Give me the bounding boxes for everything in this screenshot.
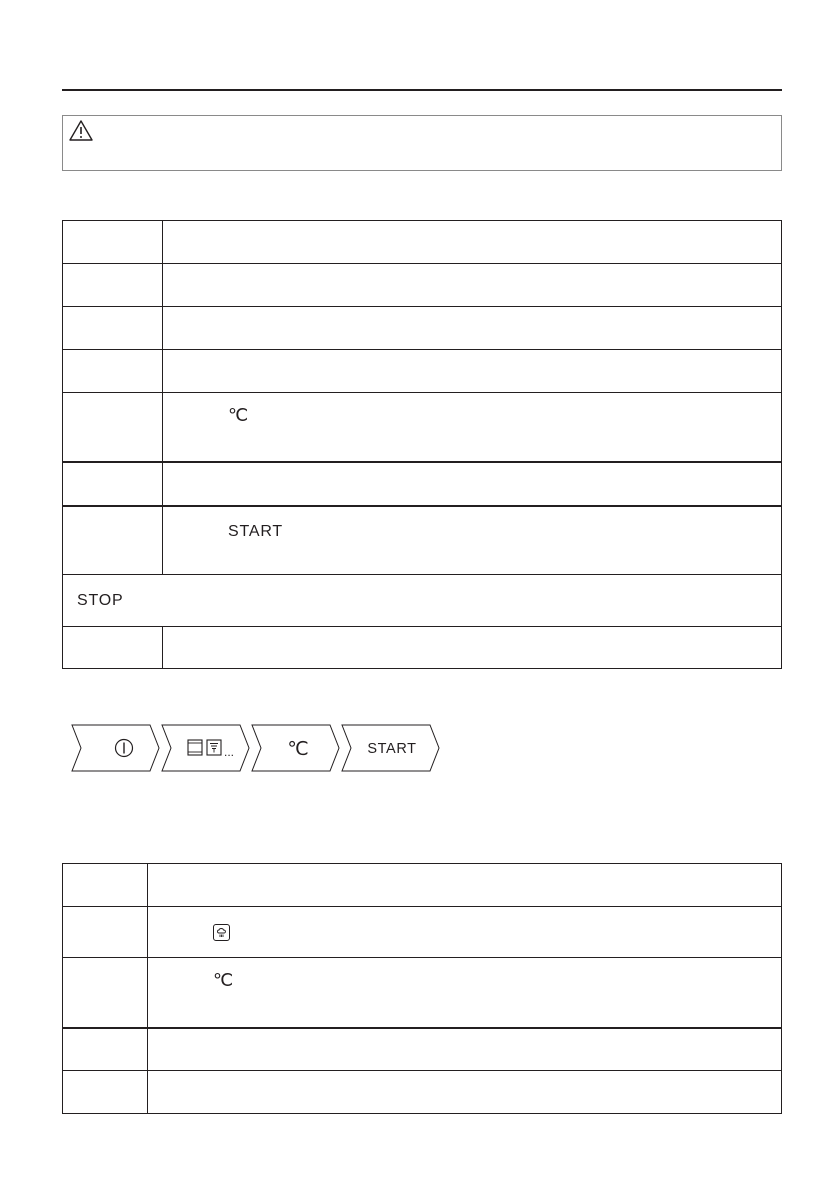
step-number: [63, 307, 163, 350]
table-row: [63, 907, 782, 958]
step-text: [163, 264, 782, 307]
step-text: [148, 864, 782, 907]
step-number: [63, 864, 148, 907]
table-row: [63, 864, 782, 907]
step-number: [63, 393, 163, 462]
step-number: [63, 627, 163, 669]
top-rule: [62, 89, 782, 91]
step-text: [148, 1028, 782, 1071]
table-row: [63, 462, 782, 506]
sequence-step-start: [342, 725, 439, 771]
step-text: [163, 221, 782, 264]
table-row: [63, 350, 782, 393]
sequence-step-function: [162, 725, 249, 771]
step-text: [163, 307, 782, 350]
table-row: [63, 264, 782, 307]
step-number: [63, 350, 163, 393]
warning-triangle-icon: [68, 119, 94, 142]
step-number: [63, 1071, 148, 1114]
step-text: [163, 627, 782, 669]
table-row: [63, 1028, 782, 1071]
table-row: [63, 393, 782, 462]
table-row: [63, 958, 782, 1028]
step-number: [63, 907, 148, 958]
start-symbol: START: [367, 741, 417, 757]
step-number: [63, 264, 163, 307]
sequence-step-power: [72, 725, 159, 771]
temperature-symbol: ℃: [213, 970, 234, 990]
warning-box: [62, 115, 782, 171]
step-number: [63, 1028, 148, 1071]
step-number: [63, 958, 148, 1028]
step-text: [163, 462, 782, 506]
table-row: [63, 575, 782, 627]
start-symbol: START: [228, 522, 283, 540]
step-text: [148, 1071, 782, 1114]
steam-function-icon: [213, 924, 230, 941]
table-row: [63, 506, 782, 575]
temperature-symbol: ℃: [287, 738, 309, 760]
table-row: [63, 627, 782, 669]
procedure-table-2: [62, 863, 782, 1114]
sequence-step-temperature: [252, 725, 339, 771]
step-number: [63, 506, 163, 575]
operation-sequence: [70, 724, 442, 772]
table-row: [63, 307, 782, 350]
procedure-table-1: [62, 220, 782, 669]
step-text: [163, 350, 782, 393]
temperature-symbol: ℃: [228, 405, 249, 425]
step-number: [63, 462, 163, 506]
step-number: [63, 221, 163, 264]
function-more-ellipsis: ...: [224, 745, 235, 759]
stop-symbol: STOP: [77, 591, 124, 609]
table-row: [63, 221, 782, 264]
table-row: [63, 1071, 782, 1114]
